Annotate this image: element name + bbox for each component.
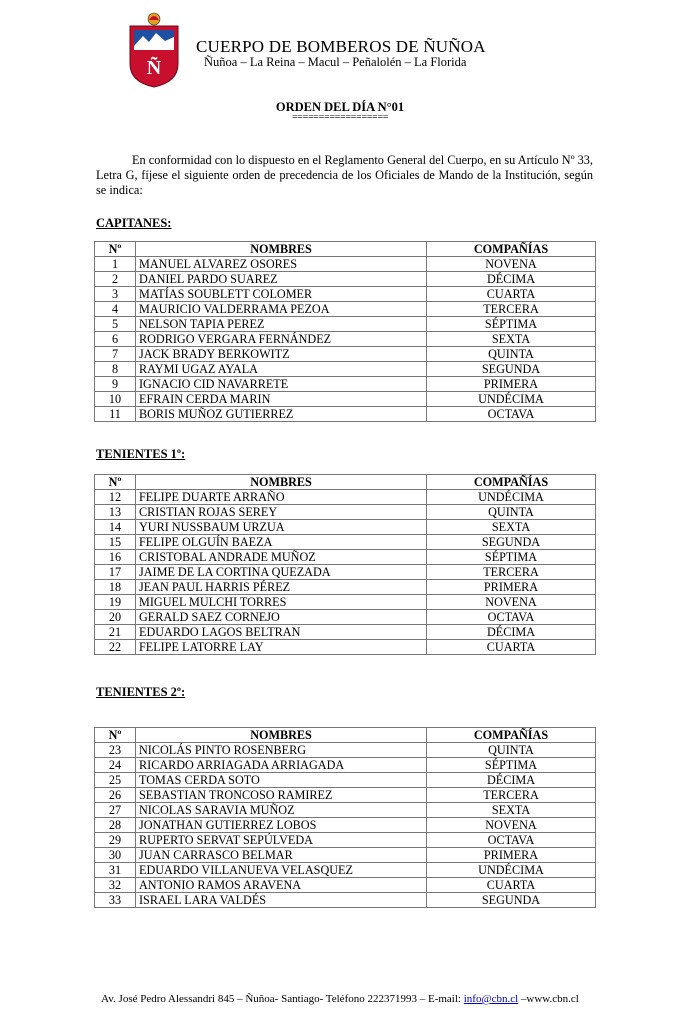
officer-name: CRISTIAN ROJAS SEREY (136, 505, 427, 520)
officer-name: RICARDO ARRIAGADA ARRIAGADA (136, 758, 427, 773)
officer-name: RAYMI UGAZ AYALA (136, 362, 427, 377)
row-number: 4 (95, 302, 136, 317)
row-number: 15 (95, 535, 136, 550)
table-row (95, 893, 596, 908)
column-header-names: NOMBRES (136, 728, 427, 743)
company-name: QUINTA (427, 347, 596, 362)
column-header-names: NOMBRES (136, 242, 427, 257)
company-name: UNDÉCIMA (427, 490, 596, 505)
row-number: 20 (95, 610, 136, 625)
table-row (95, 302, 596, 317)
row-number: 26 (95, 788, 136, 803)
table-row (95, 625, 596, 640)
company-name: OCTAVA (427, 610, 596, 625)
company-name: TERCERA (427, 788, 596, 803)
table-row (95, 490, 596, 505)
officer-name: EDUARDO VILLANUEVA VELASQUEZ (136, 863, 427, 878)
officer-name: JONATHAN GUTIERREZ LOBOS (136, 818, 427, 833)
officer-name: JUAN CARRASCO BELMAR (136, 848, 427, 863)
row-number: 22 (95, 640, 136, 655)
officer-name: EFRAIN CERDA MARIN (136, 392, 427, 407)
table-row (95, 272, 596, 287)
table-row (95, 257, 596, 272)
table-row (95, 580, 596, 595)
officer-name: SEBASTIAN TRONCOSO RAMIREZ (136, 788, 427, 803)
row-number: 18 (95, 580, 136, 595)
row-number: 9 (95, 377, 136, 392)
company-name: OCTAVA (427, 407, 596, 422)
officer-name: MAURICIO VALDERRAMA PEZOA (136, 302, 427, 317)
company-name: TERCERA (427, 565, 596, 580)
officer-name: MIGUEL MULCHI TORRES (136, 595, 427, 610)
row-number: 23 (95, 743, 136, 758)
row-number: 27 (95, 803, 136, 818)
column-header-number: Nº (95, 475, 136, 490)
column-header-number: Nº (95, 242, 136, 257)
tenientes-1-table-body (95, 490, 596, 655)
table-row (95, 640, 596, 655)
row-number: 19 (95, 595, 136, 610)
row-number: 3 (95, 287, 136, 302)
table-row (95, 610, 596, 625)
row-number: 12 (95, 490, 136, 505)
table-row (95, 788, 596, 803)
company-name: SEGUNDA (427, 535, 596, 550)
table-row (95, 818, 596, 833)
company-name: UNDÉCIMA (427, 863, 596, 878)
row-number: 16 (95, 550, 136, 565)
tenientes-2-table-body (95, 743, 596, 908)
company-name: DÉCIMA (427, 625, 596, 640)
table-row (95, 565, 596, 580)
company-name: DÉCIMA (427, 272, 596, 287)
row-number: 10 (95, 392, 136, 407)
company-name: PRIMERA (427, 377, 596, 392)
table-row (95, 377, 596, 392)
table-row (95, 863, 596, 878)
organization-communes: Ñuñoa – La Reina – Macul – Peñalolén – La Florida (204, 55, 467, 69)
company-name: CUARTA (427, 878, 596, 893)
column-header-companies: COMPAÑÍAS (427, 728, 596, 743)
company-name: NOVENA (427, 595, 596, 610)
table-row (95, 878, 596, 893)
officer-name: RUPERTO SERVAT SEPÚLVEDA (136, 833, 427, 848)
row-number: 29 (95, 833, 136, 848)
table-row (95, 407, 596, 422)
officer-name: BORIS MUÑOZ GUTIERREZ (136, 407, 427, 422)
intro-paragraph (96, 153, 593, 198)
table-header-row (95, 728, 596, 743)
officer-name: YURI NUSSBAUM URZUA (136, 520, 427, 535)
logo-letter: Ñ (146, 57, 162, 79)
table-row (95, 317, 596, 332)
company-name: SEGUNDA (427, 893, 596, 908)
company-name: SEXTA (427, 803, 596, 818)
fire-department-crest-logo (127, 12, 181, 88)
table-row (95, 535, 596, 550)
company-name: SÉPTIMA (427, 550, 596, 565)
page-footer (0, 993, 680, 1005)
row-number: 5 (95, 317, 136, 332)
row-number: 25 (95, 773, 136, 788)
section-heading-tenientes-1: TENIENTES 1º: (96, 447, 186, 461)
row-number: 32 (95, 878, 136, 893)
row-number: 13 (95, 505, 136, 520)
row-number: 7 (95, 347, 136, 362)
row-number: 28 (95, 818, 136, 833)
officer-name: NICOLÁS PINTO ROSENBERG (136, 743, 427, 758)
table-header-row (95, 475, 596, 490)
company-name: QUINTA (427, 743, 596, 758)
column-header-names: NOMBRES (136, 475, 427, 490)
company-name: NOVENA (427, 257, 596, 272)
company-name: DÉCIMA (427, 773, 596, 788)
column-header-number: Nº (95, 728, 136, 743)
section-heading-tenientes-2: TENIENTES 2º: (96, 685, 186, 699)
row-number: 24 (95, 758, 136, 773)
table-row (95, 595, 596, 610)
table-row (95, 743, 596, 758)
company-name: QUINTA (427, 505, 596, 520)
row-number: 17 (95, 565, 136, 580)
officer-name: FELIPE DUARTE ARRAÑO (136, 490, 427, 505)
table-row (95, 505, 596, 520)
company-name: SÉPTIMA (427, 758, 596, 773)
table-row (95, 773, 596, 788)
officer-name: JAIME DE LA CORTINA QUEZADA (136, 565, 427, 580)
officer-name: ANTONIO RAMOS ARAVENA (136, 878, 427, 893)
document-title: ORDEN DEL DÍA N°01 (275, 100, 405, 114)
officer-name: RODRIGO VERGARA FERNÁNDEZ (136, 332, 427, 347)
table-row (95, 362, 596, 377)
officer-name: CRISTOBAL ANDRADE MUÑOZ (136, 550, 427, 565)
officer-name: JACK BRADY BERKOWITZ (136, 347, 427, 362)
officer-name: EDUARDO LAGOS BELTRAN (136, 625, 427, 640)
officer-name: FELIPE OLGUÍN BAEZA (136, 535, 427, 550)
row-number: 2 (95, 272, 136, 287)
company-name: TERCERA (427, 302, 596, 317)
officer-name: DANIEL PARDO SUAREZ (136, 272, 427, 287)
officer-name: JEAN PAUL HARRIS PÉREZ (136, 580, 427, 595)
intro-text: En conformidad con lo dispuesto en el Reglamento General del Cuerpo, en su Artículo Nº 33, Letra G, fíjese el siguiente orden de precedencia de los Oficiales de Mando de la Institución, según se indica: (96, 153, 593, 197)
officer-name: MANUEL ALVAREZ OSORES (136, 257, 427, 272)
table-row (95, 550, 596, 565)
company-name: PRIMERA (427, 580, 596, 595)
table-row (95, 520, 596, 535)
column-header-companies: COMPAÑÍAS (427, 242, 596, 257)
table-row (95, 287, 596, 302)
organization-title: CUERPO DE BOMBEROS DE ÑUÑOA (196, 37, 486, 56)
table-row (95, 332, 596, 347)
officer-name: NELSON TAPIA PEREZ (136, 317, 427, 332)
table-row (95, 347, 596, 362)
company-name: SEGUNDA (427, 362, 596, 377)
officer-name: FELIPE LATORRE LAY (136, 640, 427, 655)
company-name: SEXTA (427, 332, 596, 347)
footer-website: –www.cbn.cl (518, 993, 579, 1005)
tenientes-2-table (94, 727, 596, 908)
table-row (95, 848, 596, 863)
officer-name: TOMAS CERDA SOTO (136, 773, 427, 788)
company-name: UNDÉCIMA (427, 392, 596, 407)
capitanes-table (94, 241, 596, 422)
table-row (95, 392, 596, 407)
row-number: 14 (95, 520, 136, 535)
company-name: NOVENA (427, 818, 596, 833)
title-underline-rule: ================== (291, 112, 389, 123)
company-name: SÉPTIMA (427, 317, 596, 332)
row-number: 30 (95, 848, 136, 863)
table-row (95, 833, 596, 848)
section-heading-capitanes: CAPITANES: (96, 216, 172, 230)
row-number: 8 (95, 362, 136, 377)
officer-name: IGNACIO CID NAVARRETE (136, 377, 427, 392)
row-number: 6 (95, 332, 136, 347)
row-number: 11 (95, 407, 136, 422)
capitanes-table-body (95, 257, 596, 422)
company-name: CUARTA (427, 640, 596, 655)
officer-name: NICOLAS SARAVIA MUÑOZ (136, 803, 427, 818)
row-number: 31 (95, 863, 136, 878)
officer-name: ISRAEL LARA VALDÉS (136, 893, 427, 908)
row-number: 21 (95, 625, 136, 640)
company-name: CUARTA (427, 287, 596, 302)
company-name: SEXTA (427, 520, 596, 535)
table-header-row (95, 242, 596, 257)
company-name: OCTAVA (427, 833, 596, 848)
row-number: 33 (95, 893, 136, 908)
officer-name: MATÍAS SOUBLETT COLOMER (136, 287, 427, 302)
footer-email-link[interactable]: info@cbn.cl (463, 993, 519, 1005)
footer-address: Av. José Pedro Alessandri 845 – Ñuñoa- Santiago- Teléfono 222371993 – E-mail: (101, 993, 464, 1005)
company-name: PRIMERA (427, 848, 596, 863)
tenientes-1-table (94, 474, 596, 655)
officer-name: GERALD SAEZ CORNEJO (136, 610, 427, 625)
table-row (95, 803, 596, 818)
column-header-companies: COMPAÑÍAS (427, 475, 596, 490)
row-number: 1 (95, 257, 136, 272)
table-row (95, 758, 596, 773)
